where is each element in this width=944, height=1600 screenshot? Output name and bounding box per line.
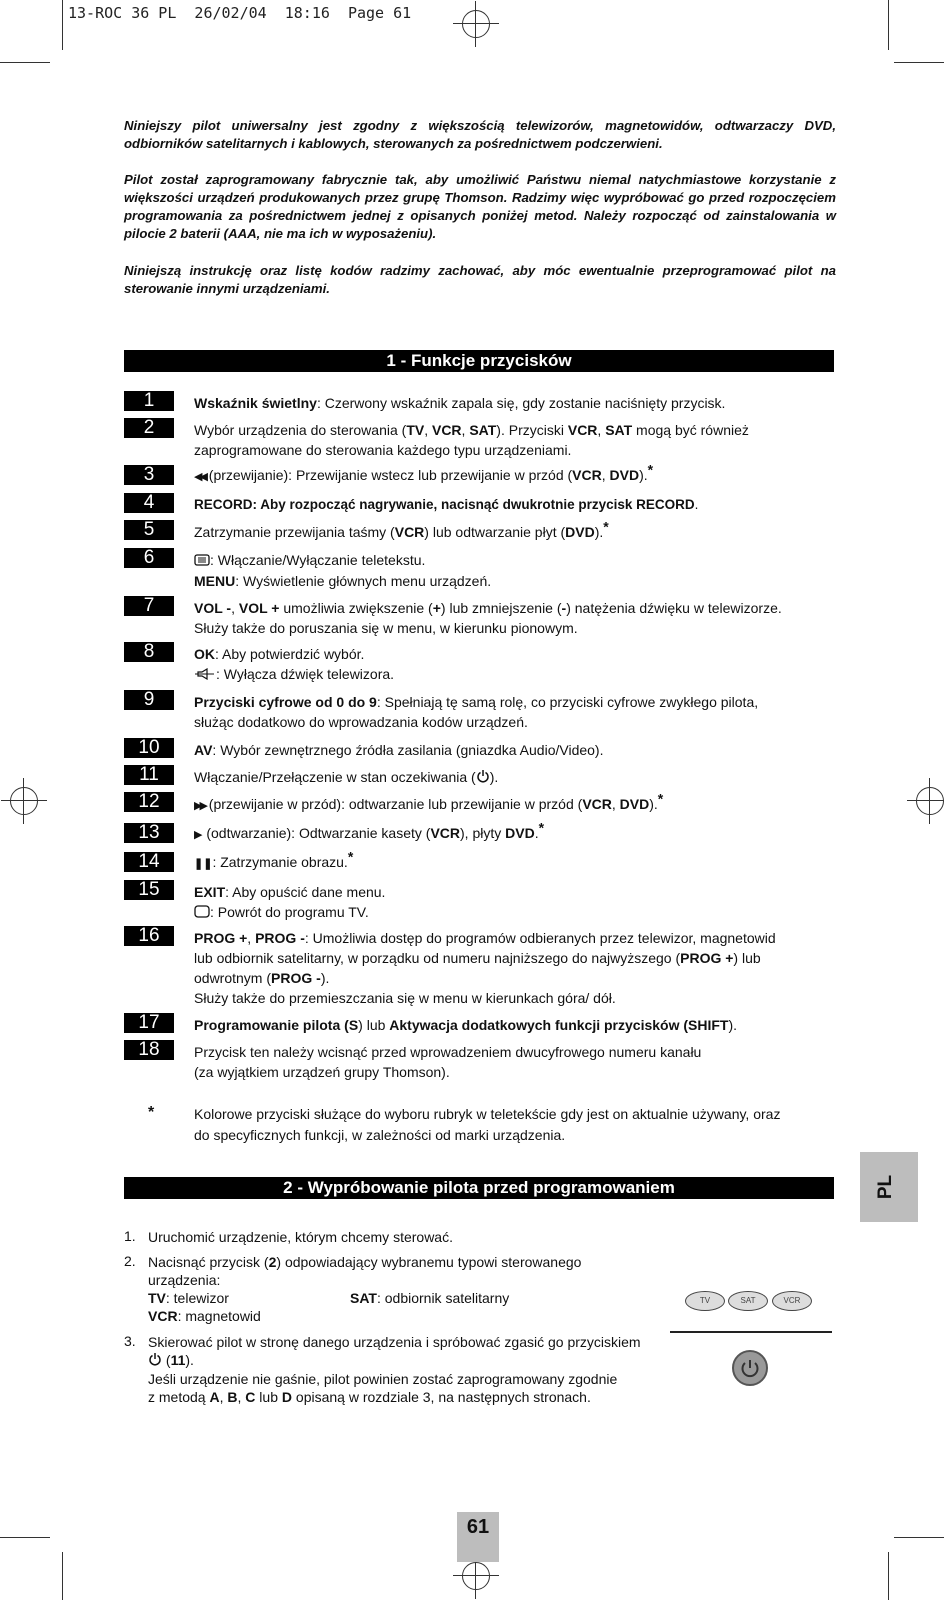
item-number: 8 xyxy=(124,642,174,662)
item-14-text: ❚❚: Zatrzymanie obrazu.* xyxy=(194,848,354,870)
mute-icon xyxy=(194,665,216,685)
item-16-text: PROG +, PROG -: Umożliwia dostęp do programów odbieranych przez telewizor, magnetowid lub odbiornik satelitarny, w porządku od numeru najniższego do najwyższego (PROG +) lub odwrotnym (PROG -). Służy także do przemieszczania się w menu w kierunkach góra/ dół. xyxy=(194,930,776,1006)
item-13-text: ▶ (odtwarzanie): Odtwarzanie kasety (VCR), płyty DVD.* xyxy=(194,819,545,841)
item-5-text: Zatrzymanie przewijania taśmy (VCR) lub odtwarzanie płyt (DVD).* xyxy=(194,518,609,540)
teletext-icon xyxy=(194,551,210,571)
item-number: 10 xyxy=(124,738,174,758)
vcr-button-illustration: VCR xyxy=(772,1291,812,1311)
step-2-text: Nacisnąć przycisk (2) odpowiadający wybranemu typowi sterowanego urządzenia: xyxy=(148,1254,582,1288)
step-number: 2. xyxy=(124,1253,136,1269)
pause-icon: ❚❚ xyxy=(194,858,213,870)
item-number: 1 xyxy=(124,391,174,411)
registration-mark xyxy=(462,1562,490,1590)
item-number: 9 xyxy=(124,690,174,710)
footnote-marker: * xyxy=(148,1104,155,1121)
item-3-text: ◀◀ (przewijanie): Przewijanie wstecz lub przewijanie w przód (VCR, DVD).* xyxy=(194,461,654,483)
registration-mark xyxy=(462,10,490,38)
item-number: 7 xyxy=(124,596,174,616)
item-number: 2 xyxy=(124,418,174,438)
step-2-sat: SAT: odbiornik satelitarny xyxy=(350,1290,510,1306)
print-header: 13-ROC 36 PL 26/02/04 18:16 Page 61 xyxy=(68,4,412,22)
item-number: 12 xyxy=(124,792,174,812)
step-number: 3. xyxy=(124,1333,136,1349)
crop-mark xyxy=(888,0,889,50)
section-1-heading: 1 - Funkcje przycisków xyxy=(124,350,834,372)
item-number: 11 xyxy=(124,765,174,785)
item-number: 18 xyxy=(124,1040,174,1060)
play-icon: ▶ xyxy=(194,829,203,841)
item-2-text: Wybór urządzenia do sterowania (TV, VCR, SAT). Przyciski VCR, SAT mogą być również zaprogramowane do sterowania każdego typu urządzeniami. xyxy=(194,422,749,458)
registration-mark xyxy=(916,787,944,815)
item-17-text: Programowanie pilota (S) lub Aktywacja dodatkowych funkcji przycisków (SHIFT). xyxy=(194,1017,738,1033)
registration-mark xyxy=(10,787,38,815)
step-2-tv: TV: telewizor xyxy=(148,1290,229,1306)
item-12-text: ▶▶ (przewijanie w przód): odtwarzanie lub przewijanie w przód (VCR, DVD).* xyxy=(194,790,664,812)
step-3-text: Skierować pilot w stronę danego urządzenia i spróbować zgasić go przyciskiem (11). Jeśli urządzenie nie gaśnie, pilot powinien zostać zaprogramowany zgodnie z metodą A, B, C lub D opisaną w rozdziale 3, na następnych stronach. xyxy=(148,1334,641,1406)
crop-mark xyxy=(62,1552,63,1600)
footnote-text: Kolorowe przyciski służące do wyboru rubryk w teletekście gdy jest on aktualnie używany, oraz do specyficznych funkcji, w zależności od marki urządzenia. xyxy=(194,1106,781,1143)
item-number: 6 xyxy=(124,548,174,568)
item-number: 13 xyxy=(124,823,174,843)
item-number: 15 xyxy=(124,880,174,900)
power-button-illustration xyxy=(732,1350,768,1386)
item-8-text: OK: Aby potwierdzić wybór. : Wyłącza dźwięk telewizora. xyxy=(194,644,830,685)
step-1-text: Uruchomić urządzenie, którym chcemy sterować. xyxy=(148,1229,453,1245)
language-tab: PL xyxy=(860,1152,918,1222)
fast-forward-icon: ▶▶ xyxy=(194,800,205,812)
tv-button-illustration: TV xyxy=(685,1291,725,1311)
item-6-text: : Włączanie/Wyłączanie teletekstu. MENU: Wyświetlenie głównych menu urządzeń. xyxy=(194,552,492,590)
item-number: 14 xyxy=(124,852,174,872)
item-4-text: RECORD: Aby rozpocząć nagrywanie, nacisnąć dwukrotnie przycisk RECORD. xyxy=(194,497,699,512)
item-1-text: Wskaźnik świetlny: Czerwony wskaźnik zapala się, gdy zostanie naciśnięty przycisk. xyxy=(194,395,726,411)
item-number: 3 xyxy=(124,465,174,485)
crop-mark xyxy=(0,62,50,63)
intro-paragraph: Niniejszy pilot uniwersalny jest zgodny z większością telewizorów, magnetowidów, odtwarzaczy DVD, odbiorników satelitarnych i kablowych, sterowanych za pośrednictwem podczerwieni. xyxy=(124,118,836,151)
page-number: 61 xyxy=(457,1512,499,1562)
power-icon xyxy=(148,1352,162,1370)
item-15-text: EXIT: Aby opuścić dane menu. : Powrót do programu TV. xyxy=(194,882,830,923)
power-icon xyxy=(476,768,490,788)
item-number: 16 xyxy=(124,926,174,946)
item-7-text: VOL -, VOL + umożliwia zwiększenie (+) lub zmniejszenie (-) natężenia dźwięku w telewizorze. Służy także do poruszania się w menu, w kierunku pionowym. xyxy=(194,600,782,636)
item-11-text: Włączanie/Przełączenie w stan oczekiwania ( ). xyxy=(194,767,830,788)
intro-paragraph: Pilot został zaprogramowany fabrycznie tak, aby umożliwić Państwu niemal natychmiastowe korzystanie z większości urządzeń produkowanych przez grupę Thomson. Radzimy więc wypróbować go przed rozpoczęciem programowania za pośrednictwem jednej z opisanych poniżej metod. Należy rozpocząć od zainstalowania w pilocie 2 baterii (AAA, nie ma ich w wyposażeniu). xyxy=(124,172,836,241)
item-9-text: Przyciski cyfrowe od 0 do 9: Spełniają tę samą rolę, co przyciski cyfrowe zwykłego pilota, służąc dodatkowo do wprowadzania kodów urządzeń. xyxy=(194,694,759,730)
divider xyxy=(670,1331,832,1333)
item-number: 17 xyxy=(124,1013,174,1033)
crop-mark xyxy=(62,0,63,50)
tv-screen-icon xyxy=(194,903,210,923)
crop-mark xyxy=(894,62,944,63)
intro-paragraph: Niniejszą instrukcję oraz listę kodów radzimy zachować, aby móc ewentualnie przeprogramować pilot na sterowanie innymi urządzeniami. xyxy=(124,263,836,296)
crop-mark xyxy=(888,1552,889,1600)
rewind-icon: ◀◀ xyxy=(194,471,205,483)
item-10-text: AV: Wybór zewnętrznego źródła zasilania (gniazdka Audio/Video). xyxy=(194,742,604,758)
crop-mark xyxy=(894,1537,944,1538)
step-number: 1. xyxy=(124,1228,136,1244)
section-2-heading: 2 - Wypróbowanie pilota przed programowaniem xyxy=(124,1177,834,1199)
crop-mark xyxy=(0,1537,50,1538)
item-18-text: Przycisk ten należy wcisnąć przed wprowadzeniem dwucyfrowego numeru kanału (za wyjątkiem urządzeń grupy Thomson). xyxy=(194,1044,702,1080)
step-2-vcr: VCR: magnetowid xyxy=(148,1308,261,1324)
item-number: 5 xyxy=(124,520,174,540)
item-number: 4 xyxy=(124,493,174,513)
sat-button-illustration: SAT xyxy=(728,1291,768,1311)
